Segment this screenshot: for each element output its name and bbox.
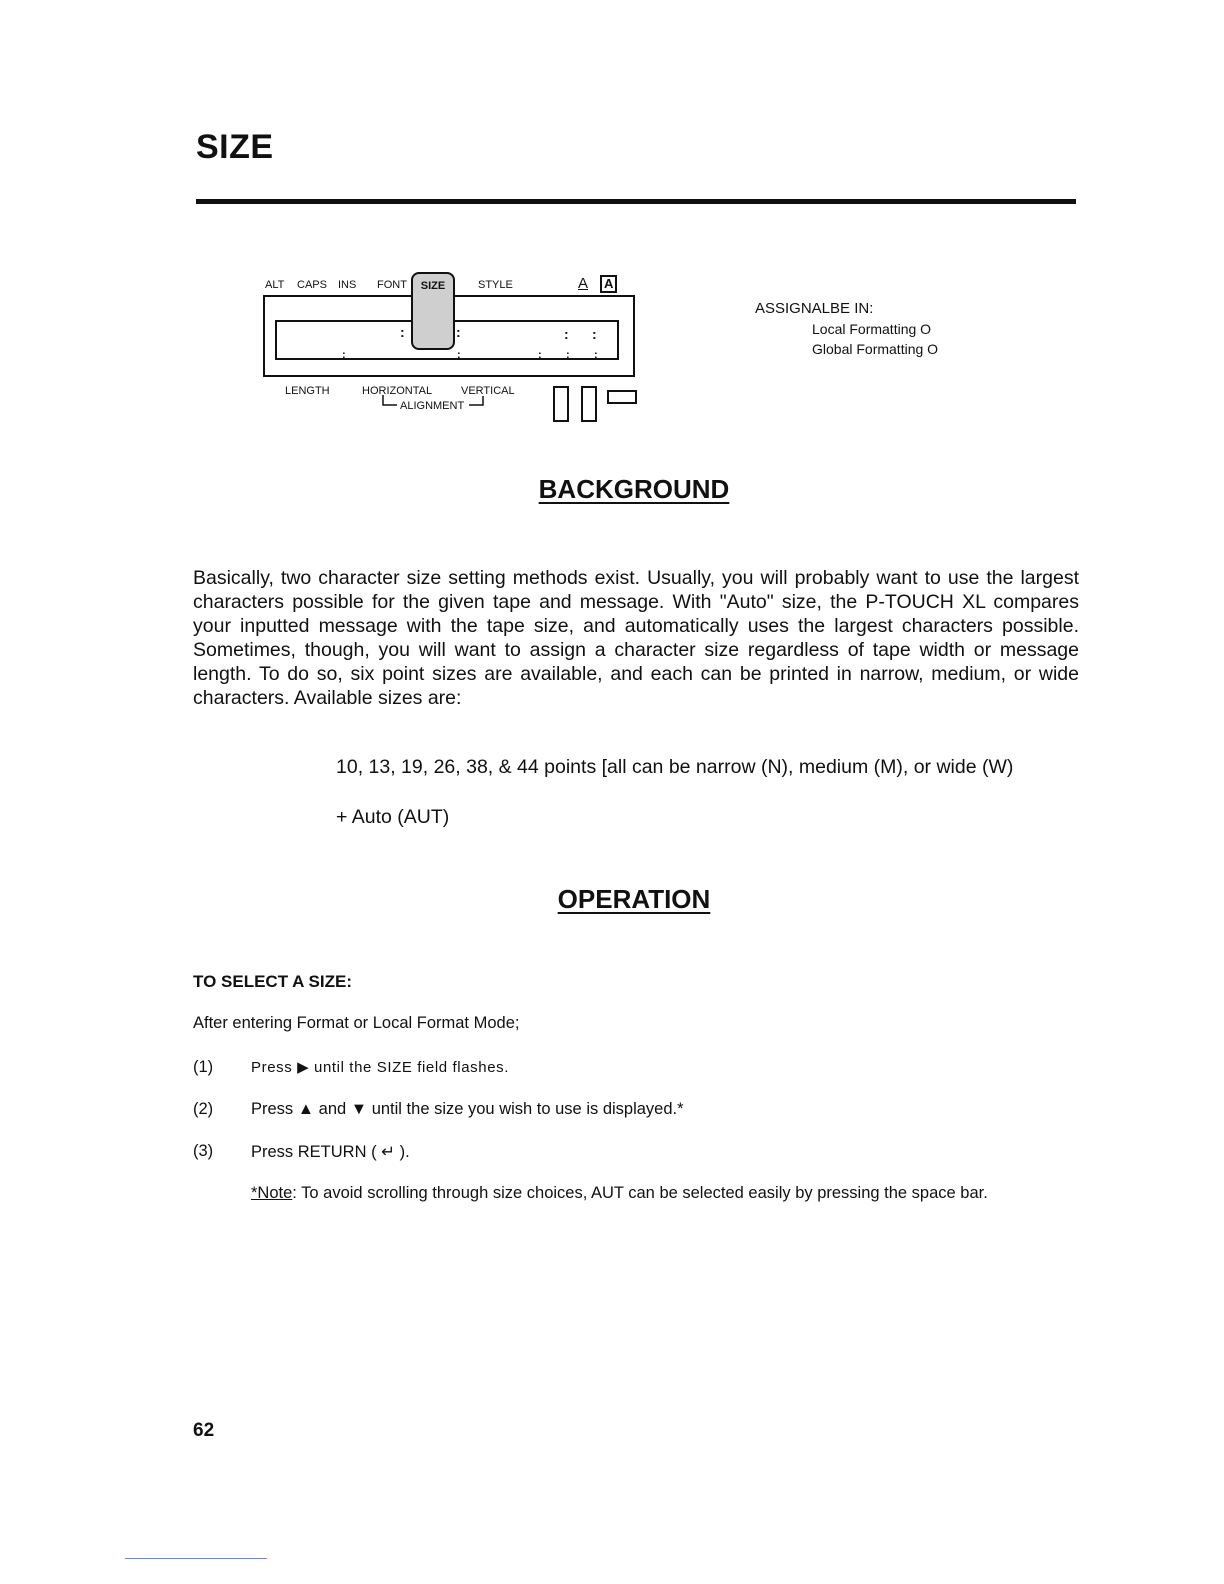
lcd-label-style: STYLE: [478, 279, 513, 291]
lcd-label-ins: INS: [338, 279, 357, 291]
lcd-label-caps: CAPS: [297, 279, 327, 291]
step-text: Press ▲ and ▼ until the size you wish to use is displayed.*: [251, 1100, 684, 1118]
title-rule: [196, 199, 1076, 204]
step-text: Press ▶ until the SIZE field flashes.: [251, 1059, 510, 1076]
background-heading: BACKGROUND: [538, 474, 730, 504]
lcd-label-alt: ALT: [265, 279, 285, 291]
lcd-dot: :: [400, 324, 405, 340]
lcd-dot: :: [538, 349, 542, 361]
step-text: Press RETURN ( ↵ ).: [251, 1143, 410, 1161]
operation-heading: OPERATION: [557, 884, 711, 914]
select-size-subheading: TO SELECT A SIZE:: [193, 972, 352, 991]
alignment-bracket: [381, 394, 501, 414]
operation-intro: After entering Format or Local Format Mode;: [193, 1014, 520, 1032]
lcd-label-length: LENGTH: [285, 385, 330, 397]
auto-size-line: + Auto (AUT): [336, 806, 450, 828]
page-title: SIZE: [196, 128, 274, 166]
tape-length-box-icon: [553, 386, 569, 422]
lcd-size-indicator: [411, 272, 455, 350]
step-number: (2): [193, 1100, 214, 1118]
tape-horizontal-box-icon: [581, 386, 597, 422]
lcd-diagram: [255, 268, 655, 428]
background-paragraph: Basically, two character size setting methods exist. Usually, you will probably want to use the largest characters possible for the given tape and message. With "Auto" size, the P-TOUCH XL compares your inputted message with the tape size, and automatically uses the largest characters possible. Sometimes, though, you will want to assign a character size regardless of tape width or message length. To do so, six point sizes are available, and each can be printed in narrow, medium, or wide characters. Available sizes are:: [193, 567, 1079, 709]
lcd-label-font: FONT: [377, 279, 407, 291]
step-number: (3): [193, 1142, 214, 1160]
lcd-dot: :: [566, 349, 570, 361]
lcd-dot: :: [342, 349, 346, 361]
assignable-title: ASSIGNALBE IN:: [755, 300, 874, 317]
note-label: *Note: [251, 1184, 293, 1202]
lcd-dot: :: [592, 326, 597, 342]
note-text: : To avoid scrolling through size choices, AUT can be selected easily by pressing the space bar.: [292, 1184, 988, 1202]
lcd-dot: :: [456, 324, 461, 340]
bottom-rule: [125, 1558, 267, 1559]
assignable-local-formatting: Local Formatting O: [812, 321, 932, 337]
lcd-label-alignment: ALIGNMENT: [400, 400, 465, 412]
tape-vertical-box-icon: [607, 390, 637, 404]
lcd-dot: :: [594, 349, 598, 361]
lcd-label-horizontal: HORIZONTAL: [362, 385, 433, 397]
page-number: 62: [193, 1420, 215, 1441]
lcd-label-a-plain: A: [578, 275, 589, 292]
step-number: (1): [193, 1058, 214, 1076]
lcd-label-vertical: VERTICAL: [461, 385, 515, 397]
lcd-label-a-boxed: A: [600, 275, 617, 293]
lcd-label-size: SIZE: [420, 280, 446, 292]
available-sizes-line: 10, 13, 19, 26, 38, & 44 points [all can be narrow (N), medium (M), or wide (W): [336, 756, 1014, 778]
lcd-dot: :: [457, 349, 461, 361]
note-line: [251, 1184, 988, 1203]
lcd-dot: :: [564, 326, 569, 342]
assignable-global-formatting: Global Formatting O: [812, 341, 939, 357]
